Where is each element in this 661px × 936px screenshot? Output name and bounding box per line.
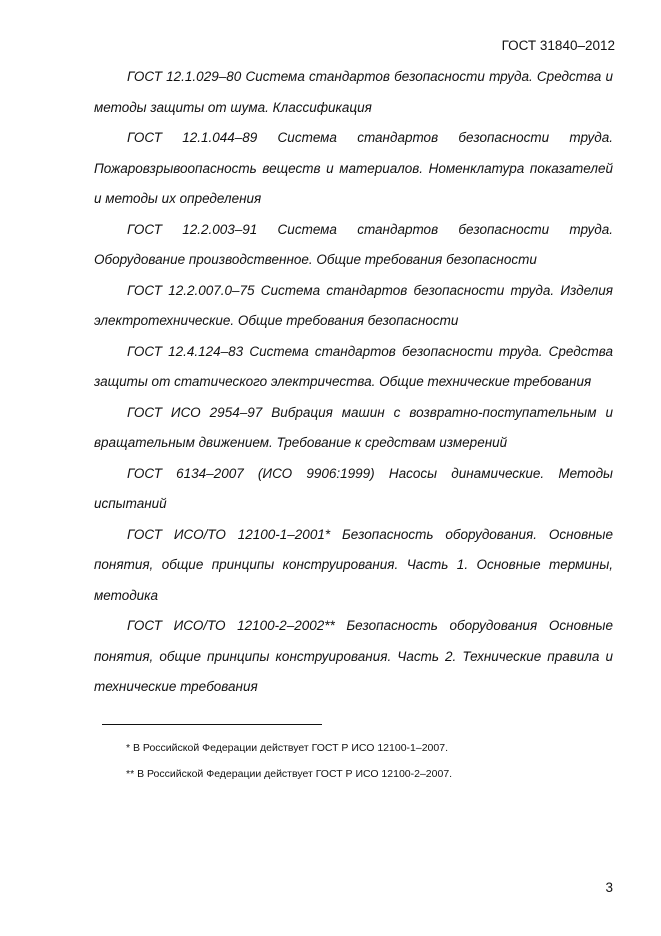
footnote-separator	[102, 724, 322, 725]
reference-item: ГОСТ ИСО 2954–97 Вибрация машин с возвратно-поступательным и вращательным движением. Требование к средствам измерений	[94, 404, 613, 450]
reference-item: ГОСТ 12.1.029–80 Система стандартов безопасности труда. Средства и методы защиты от шума. Классификация	[94, 69, 613, 115]
reference-item: ГОСТ 6134–2007 (ИСО 9906:1999) Насосы динамические. Методы испытаний	[94, 465, 613, 511]
footnote-1: * В Российской Федерации действует ГОСТ Р ИСО 12100-1–2007.	[126, 742, 448, 754]
reference-item: ГОСТ ИСО/ТО 12100-2–2002** Безопасность оборудования Основные понятия, общие принципы конструирования. Часть 2. Технические правила и технические требования	[94, 618, 613, 694]
reference-item: ГОСТ 12.2.007.0–75 Система стандартов безопасности труда. Изделия электротехнические. Общие требования безопасности	[94, 282, 613, 328]
reference-item: ГОСТ 12.1.044–89 Система стандартов безопасности труда. Пожаровзрывоопасность веществ и материалов. Номенклатура показателей и методы их определения	[94, 130, 613, 206]
reference-item: ГОСТ ИСО/ТО 12100-1–2001* Безопасность оборудования. Основные понятия, общие принципы конструирования. Часть 1. Основные термины, методика	[94, 526, 613, 603]
page-number: 3	[605, 880, 613, 895]
document-header-id: ГОСТ 31840–2012	[501, 38, 615, 53]
normative-references-list	[94, 62, 613, 703]
reference-item: ГОСТ 12.2.003–91 Система стандартов безопасности труда. Оборудование производственное. Общие требования безопасности	[94, 221, 613, 267]
reference-item: ГОСТ 12.4.124–83 Система стандартов безопасности труда. Средства защиты от статического электричества. Общие технические требования	[94, 343, 613, 389]
footnote-2: ** В Российской Федерации действует ГОСТ Р ИСО 12100-2–2007.	[126, 768, 453, 780]
